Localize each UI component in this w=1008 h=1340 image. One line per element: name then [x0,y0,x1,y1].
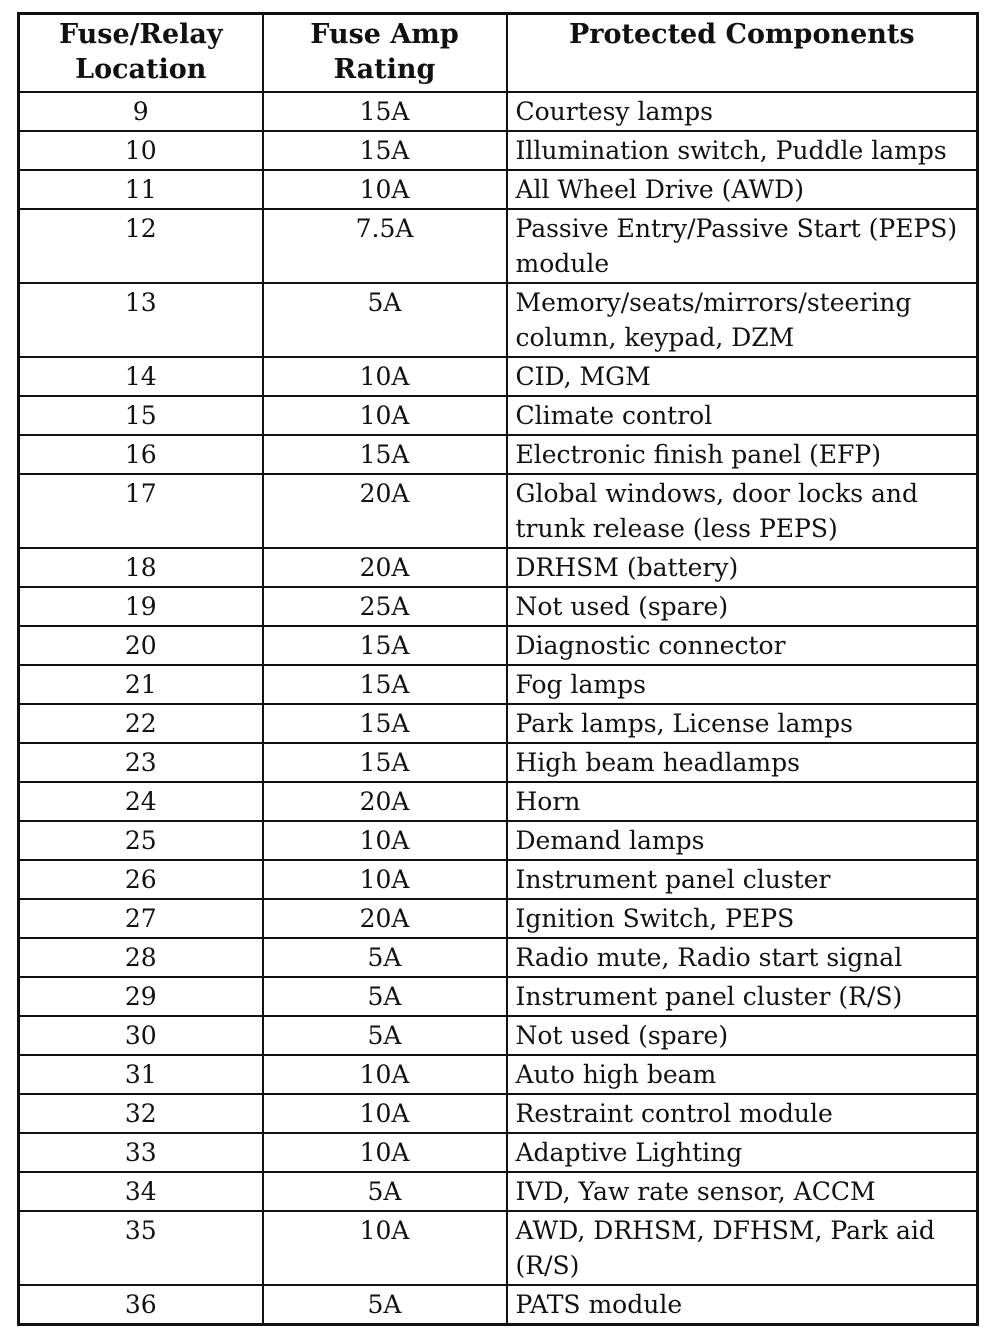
cell-location: 13 [19,283,263,357]
cell-location: 34 [19,1172,263,1211]
cell-location: 11 [19,170,263,209]
cell-amp: 25A [263,587,507,626]
cell-location: 27 [19,899,263,938]
header-protected-components: Protected Components [507,14,978,93]
table-row [19,1055,978,1094]
table-row [19,283,978,357]
cell-location: 17 [19,474,263,548]
table-row [19,1016,978,1055]
cell-amp: 10A [263,1055,507,1094]
cell-components: Passive Entry/Passive Start (PEPS) module [507,209,978,283]
cell-location: 30 [19,1016,263,1055]
cell-amp: 20A [263,899,507,938]
table-row [19,938,978,977]
cell-components: Instrument panel cluster (R/S) [507,977,978,1016]
cell-amp: 20A [263,548,507,587]
cell-components: High beam headlamps [507,743,978,782]
table-row [19,92,978,131]
cell-location: 35 [19,1211,263,1285]
cell-location: 21 [19,665,263,704]
cell-amp: 5A [263,1016,507,1055]
table-row [19,782,978,821]
table-row [19,743,978,782]
cell-components: Electronic finish panel (EFP) [507,435,978,474]
cell-amp: 15A [263,435,507,474]
cell-amp: 10A [263,357,507,396]
cell-components: Courtesy lamps [507,92,978,131]
cell-amp: 10A [263,396,507,435]
table-row [19,170,978,209]
cell-components: Ignition Switch, PEPS [507,899,978,938]
cell-components: Park lamps, License lamps [507,704,978,743]
cell-location: 31 [19,1055,263,1094]
cell-location: 16 [19,435,263,474]
cell-components: Not used (spare) [507,1016,978,1055]
table-row [19,209,978,283]
cell-components: Adaptive Lighting [507,1133,978,1172]
cell-amp: 5A [263,283,507,357]
header-location: Fuse/Relay Location [19,14,263,93]
cell-location: 26 [19,860,263,899]
table-row [19,1211,978,1285]
cell-location: 12 [19,209,263,283]
cell-components: Horn [507,782,978,821]
cell-amp: 10A [263,1133,507,1172]
table-row [19,665,978,704]
cell-amp: 10A [263,821,507,860]
cell-amp: 20A [263,782,507,821]
cell-components: AWD, DRHSM, DFHSM, Park aid (R/S) [507,1211,978,1285]
table-row [19,1094,978,1133]
table-row [19,704,978,743]
cell-location: 10 [19,131,263,170]
cell-components: Memory/seats/mirrors/steering column, keypad, DZM [507,283,978,357]
table-row [19,1133,978,1172]
cell-components: All Wheel Drive (AWD) [507,170,978,209]
cell-location: 28 [19,938,263,977]
cell-amp: 15A [263,626,507,665]
cell-location: 19 [19,587,263,626]
cell-amp: 5A [263,977,507,1016]
cell-components: Fog lamps [507,665,978,704]
header-amp-rating: Fuse Amp Rating [263,14,507,93]
header-row [19,14,978,93]
cell-components: Not used (spare) [507,587,978,626]
cell-location: 25 [19,821,263,860]
cell-amp: 10A [263,170,507,209]
cell-amp: 10A [263,1211,507,1285]
table-row [19,474,978,548]
cell-location: 29 [19,977,263,1016]
table-row [19,548,978,587]
cell-location: 22 [19,704,263,743]
cell-components: Illumination switch, Puddle lamps [507,131,978,170]
cell-amp: 5A [263,1285,507,1325]
cell-amp: 7.5A [263,209,507,283]
cell-components: Auto high beam [507,1055,978,1094]
cell-components: Climate control [507,396,978,435]
cell-location: 20 [19,626,263,665]
cell-location: 33 [19,1133,263,1172]
cell-amp: 10A [263,1094,507,1133]
cell-components: CID, MGM [507,357,978,396]
cell-components: Instrument panel cluster [507,860,978,899]
cell-amp: 15A [263,92,507,131]
cell-location: 18 [19,548,263,587]
table-row [19,899,978,938]
table-row [19,1172,978,1211]
cell-location: 14 [19,357,263,396]
cell-location: 9 [19,92,263,131]
cell-components: Radio mute, Radio start signal [507,938,978,977]
table-row [19,587,978,626]
cell-amp: 5A [263,1172,507,1211]
cell-amp: 15A [263,665,507,704]
table-row [19,396,978,435]
table-row [19,435,978,474]
cell-amp: 5A [263,938,507,977]
table-row [19,626,978,665]
cell-amp: 10A [263,860,507,899]
cell-amp: 20A [263,474,507,548]
cell-components: Restraint control module [507,1094,978,1133]
table-row [19,357,978,396]
cell-amp: 15A [263,131,507,170]
cell-components: Diagnostic connector [507,626,978,665]
cell-components: IVD, Yaw rate sensor, ACCM [507,1172,978,1211]
fuse-table [17,12,979,1326]
cell-components: Global windows, door locks and trunk release (less PEPS) [507,474,978,548]
table-row [19,821,978,860]
table-row [19,1285,978,1325]
table-row [19,131,978,170]
cell-location: 32 [19,1094,263,1133]
cell-amp: 15A [263,743,507,782]
cell-location: 36 [19,1285,263,1325]
cell-location: 15 [19,396,263,435]
cell-components: PATS module [507,1285,978,1325]
cell-components: Demand lamps [507,821,978,860]
table-row [19,860,978,899]
cell-amp: 15A [263,704,507,743]
table-row [19,977,978,1016]
cell-location: 24 [19,782,263,821]
cell-components: DRHSM (battery) [507,548,978,587]
cell-location: 23 [19,743,263,782]
